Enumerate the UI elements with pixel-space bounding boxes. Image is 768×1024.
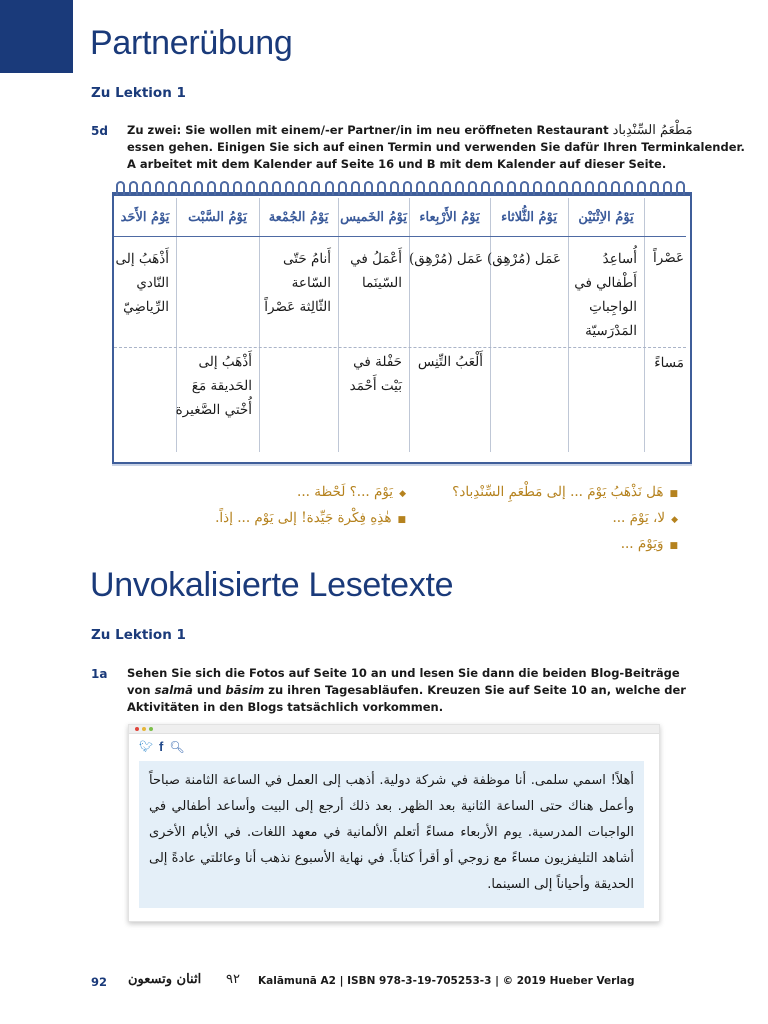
exercise-number: 5d [91,124,108,138]
instruction-line-1 [127,122,693,139]
name-basim: bāsim [225,683,265,697]
calendar-entry-afternoon: أَذْهَبُ إلى [115,251,169,267]
spiral-ring-icon [637,181,646,195]
dialogue-b1: ◆يَوْمَ ...؟ لَحْظة ... [297,484,406,500]
facebook-icon[interactable]: f [158,739,164,754]
day-monday: يَوْمُ الاِثْنَيْن [578,209,634,225]
calendar-entry-afternoon: أَعْمَلُ في [350,251,402,267]
calendar-entry-afternoon: عَمَل (مُرْهِق) [487,251,561,267]
spiral-ring-icon [533,181,542,195]
page-number: 92 [91,975,108,989]
calendar-entry-evening: أُخْتي الصَّغيرة [175,402,252,418]
dialogue-a3: ■وَيَوْمَ ... [620,536,678,552]
blog-window [128,724,660,922]
spiral-ring-icon [650,181,659,195]
calendar-entry-afternoon: السّينَما [362,275,402,291]
spiral-ring-icon [220,181,229,195]
day-saturday: يَوْمُ السَّبْت [188,209,247,225]
instruction-line-3: Aktivitäten in den Blogs tatsächlich vorkommen. [127,700,444,714]
search-icon[interactable]: 🔍︎ [169,739,185,754]
instruction-line-3: A arbeitet mit dem Kalender auf Seite 16 und B mit dem Kalender auf dieser Seite. [127,157,667,171]
blog-post-text: أهلاً! اسمي سلمى. أنا موظفة في شركة دولية. أذهب إلى العمل في الساعة الثامنة صباحاً وأعمل هناك حتى الساعة الثانية بعد الظهر. بعد ذلك أرجع إلى البيت وأساعد أطفالي في الواجبات المدرسية. يوم الأربعاء مساءً أتعلم الألمانية في معهد اللغات. في الأيام الأخرى أشاهد التليفزيون مساءً مع زوجي أو أقرأ كتاباً. في نهاية الأسبوع نذهب أنا وعائلتي عادةً إلى الحديقة وأحياناً إلى السينما. [139,761,644,908]
calendar-entry-evening: الحَديقة مَعَ [191,378,252,394]
spiral-ring-icon [455,181,464,195]
instruction-line-2: essen gehen. Einigen Sie sich auf einen Termin und verwenden Sie dafür Ihren Terminkalender. [127,140,745,154]
day-tuesday: يَوْمُ الثُّلاثاء [501,209,557,225]
spiral-ring-icon [663,181,672,195]
window-title-bar [129,725,659,734]
dialogue-a1: ■هَل نَذْهَبُ يَوْمَ ... إلى مَطْعَمِ السِّنْدِباد؟ [452,484,678,500]
calendar-rings [116,181,686,197]
calendar-row-divider [114,347,686,348]
footer-credit: Kalāmunā A2 | ISBN 978-3-19-705253-3 | © 2019 Hueber Verlag [258,975,635,987]
spiral-ring-icon [481,181,490,195]
spiral-ring-icon [494,181,503,195]
spiral-ring-icon [572,181,581,195]
spiral-ring-icon [598,181,607,195]
lesson-heading: Zu Lektion 1 [91,627,186,643]
calendar-entry-afternoon: المَدْرَسيّة [585,323,637,339]
spiral-ring-icon [546,181,555,195]
spiral-ring-icon [311,181,320,195]
twitter-icon[interactable]: 🐦︎ [139,740,153,753]
spiral-ring-icon [116,181,125,195]
spiral-ring-icon [142,181,151,195]
instruction-line-1: Sehen Sie sich die Fotos auf Seite 10 an und lesen Sie dann die beiden Blog-Beiträge [127,666,680,680]
spiral-ring-icon [585,181,594,195]
calendar-entry-afternoon: الواجِباتِ [589,299,637,315]
spiral-ring-icon [194,181,203,195]
calendar-entry-afternoon: أُساعِدُ [602,251,637,267]
spiral-ring-icon [168,181,177,195]
restaurant-name: مَطْعَمُ السِّنْدِباد [612,123,693,138]
spiral-ring-icon [129,181,138,195]
calendar-entry-afternoon: النّادي [136,275,169,291]
dialogue-a2: ◆لا، يَوْمَ ... [612,510,678,526]
diamond-bullet-icon: ◆ [671,515,678,525]
minimize-dot-icon [142,727,146,731]
spiral-ring-icon [429,181,438,195]
row-label-afternoon: عَصْراً [653,250,684,266]
close-dot-icon [135,727,139,731]
spiral-ring-icon [468,181,477,195]
calendar-entry-evening: أَلْعَبُ التِّنِس [417,354,483,370]
page-number-arabic-digits: ٩٢ [226,972,240,987]
spiral-ring-icon [559,181,568,195]
lesson-heading: Zu Lektion 1 [91,85,186,101]
section-title-partner-exercise: Partnerübung [90,24,293,62]
spiral-ring-icon [507,181,516,195]
spiral-ring-icon [390,181,399,195]
calendar-entry-afternoon: عَمَل (مُرْهِق) [409,251,483,267]
instruction-text: Zu zwei: Sie wollen mit einem/-er Partner/in im neu eröffneten Restaurant [127,123,609,137]
square-bullet-icon: ■ [397,515,406,525]
spiral-ring-icon [233,181,242,195]
day-sunday: يَوْمُ الأَحَد [120,209,170,225]
spiral-ring-icon [611,181,620,195]
spiral-ring-icon [298,181,307,195]
calendar-entry-evening: حَفْلة في [353,354,402,370]
calendar-entry-afternoon: السّاعة [291,275,331,291]
corner-block [0,0,73,73]
section-title-reading-texts: Unvokalisierte Lesetexte [90,566,454,604]
square-bullet-icon: ■ [669,489,678,499]
instruction-line-2: von salmā und bāsim zu ihren Tagesabläufen. Kreuzen Sie auf Seite 10 an, welche der [127,683,686,697]
day-wednesday: يَوْمُ الأَرْبِعاء [419,209,480,225]
spiral-ring-icon [285,181,294,195]
spiral-ring-icon [351,181,360,195]
spiral-ring-icon [155,181,164,195]
calendar-entry-evening: بَيْت أَحْمَد [349,378,402,394]
spiral-ring-icon [442,181,451,195]
page-number-arabic-words: اثنان وتسعون [128,972,202,987]
spiral-ring-icon [246,181,255,195]
calendar-entry-afternoon: الثّالِثة عَصْراً [264,299,331,315]
calendar-header-rule [114,236,686,237]
spiral-ring-icon [624,181,633,195]
spiral-ring-icon [272,181,281,195]
spiral-ring-icon [181,181,190,195]
spiral-ring-icon [403,181,412,195]
spiral-ring-icon [364,181,373,195]
spiral-ring-icon [325,181,334,195]
square-bullet-icon: ■ [669,541,678,551]
calendar-entry-afternoon: أَطْفالي في [574,275,637,291]
spiral-ring-icon [207,181,216,195]
calendar-entry-afternoon: الرِّياضِيّ [123,299,169,315]
spiral-ring-icon [416,181,425,195]
spiral-ring-icon [520,181,529,195]
calendar-entry-afternoon: أَنامُ حَتّى [283,251,331,267]
diamond-bullet-icon: ◆ [399,489,406,499]
day-friday: يَوْمُ الجُمْعة [268,209,329,225]
name-salma: salmā [154,683,193,697]
spiral-ring-icon [259,181,268,195]
day-thursday: يَوْمُ الخَميس [340,209,407,225]
spiral-ring-icon [377,181,386,195]
dialogue-b2: ■هٰذِهِ فِكْرة جَيِّدة! إلى يَوْم ... إذاً. [215,510,406,526]
maximize-dot-icon [149,727,153,731]
spiral-ring-icon [676,181,685,195]
exercise-number: 1a [91,667,108,681]
social-icons [139,739,185,754]
spiral-ring-icon [338,181,347,195]
calendar-entry-evening: أَذْهَبُ إلى [198,354,252,370]
row-label-evening: مَساءً [654,355,684,371]
